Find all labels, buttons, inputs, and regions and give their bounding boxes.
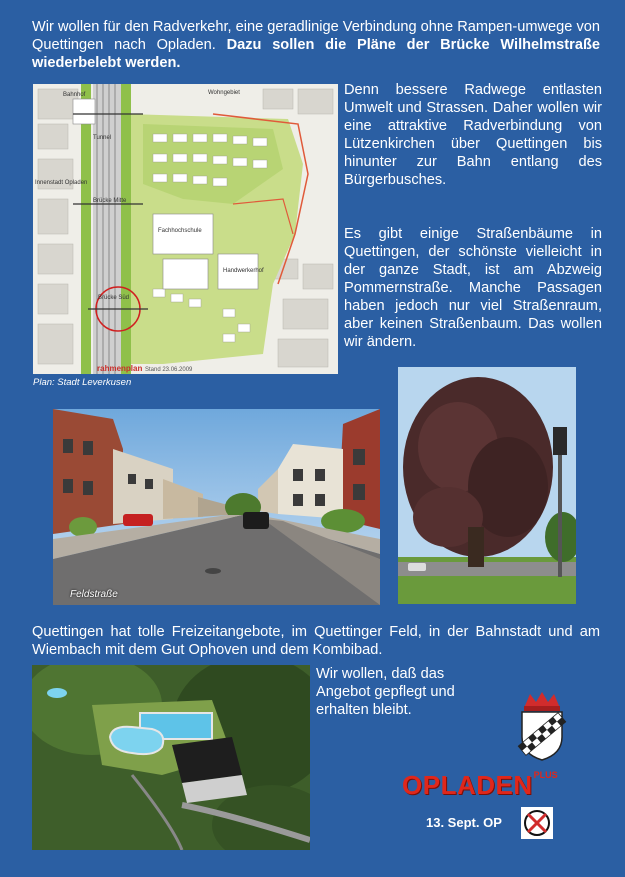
pool-aerial-photo [32, 665, 310, 850]
plan-image [33, 84, 338, 374]
intro-paragraph [32, 18, 600, 72]
street-photo-caption: Feldstraße [70, 589, 118, 600]
plan-label-bruecke-sued: Brücke Süd [98, 295, 130, 301]
plan-caption: Plan: Stadt Leverkusen [33, 377, 132, 388]
intro-text: Wir wollen für den Radverkehr, eine geradlinige Verbindung ohne Rampen-umwege von Quettingen nach Opladen. [32, 19, 600, 53]
plan-label-bruecke-mitte: Brücke Mitte [93, 198, 127, 204]
plan-label-fachhochschule: Fachhochschule [158, 228, 202, 234]
logo-name: OPLADEN [402, 770, 533, 800]
angebot-paragraph: Wir wollen, daß das Angebot gepflegt und erhalten bleibt. [316, 666, 455, 718]
plan-label-tunnel: Tunnel [93, 135, 112, 141]
opladen-plus-logo [402, 770, 602, 802]
baeume-paragraph: Es gibt einige Straßenbäume in Quettingen, der schönste vielleicht in der ganze Stadt, ist am Abzweig Pommernstraße. Manche Passagen haben jedoch nur viel Straßenraum, aber keinen Straßenbaum. Das wollen wir ändern. [344, 226, 602, 350]
plan-label-stand: Stand 23.06.2009 [145, 367, 193, 373]
logo-plus: PLUS [533, 769, 558, 780]
plan-label-handwerkerhof: Handwerkerhof [223, 268, 264, 274]
plan-label-wohngebiet: Wohngebiet [208, 90, 240, 96]
ballot-cross-icon [521, 807, 553, 839]
freizeit-paragraph: Quettingen hat tolle Freizeitangebote, im Quettinger Feld, in der Bahnstadt und am Wiembach mit dem Gut Ophoven und dem Kombibad. [32, 624, 600, 658]
tree-photo [398, 367, 576, 604]
coat-of-arms-icon [512, 692, 572, 762]
plan-label-innenstadt: Innenstadt Opladen [35, 180, 88, 186]
radwege-paragraph: Denn bessere Radwege entlasten Umwelt und Strassen. Daher wollen wir eine attraktive Radverbindung von Lützenkirchen über Quettingen bis hinunter zur Bahn entlang des Bürgerbusches. [344, 82, 602, 188]
election-date: 13. Sept. OP [426, 815, 502, 830]
intro-bold-text: Dazu sollen die Pläne der Brücke Wilhelmstraße wiederbelebt werden. [32, 37, 600, 71]
plan-label-rahmenplan: rahmenplan [97, 364, 143, 373]
street-photo [53, 409, 380, 605]
plan-label-bahnhof: Bahnhof [63, 92, 86, 98]
